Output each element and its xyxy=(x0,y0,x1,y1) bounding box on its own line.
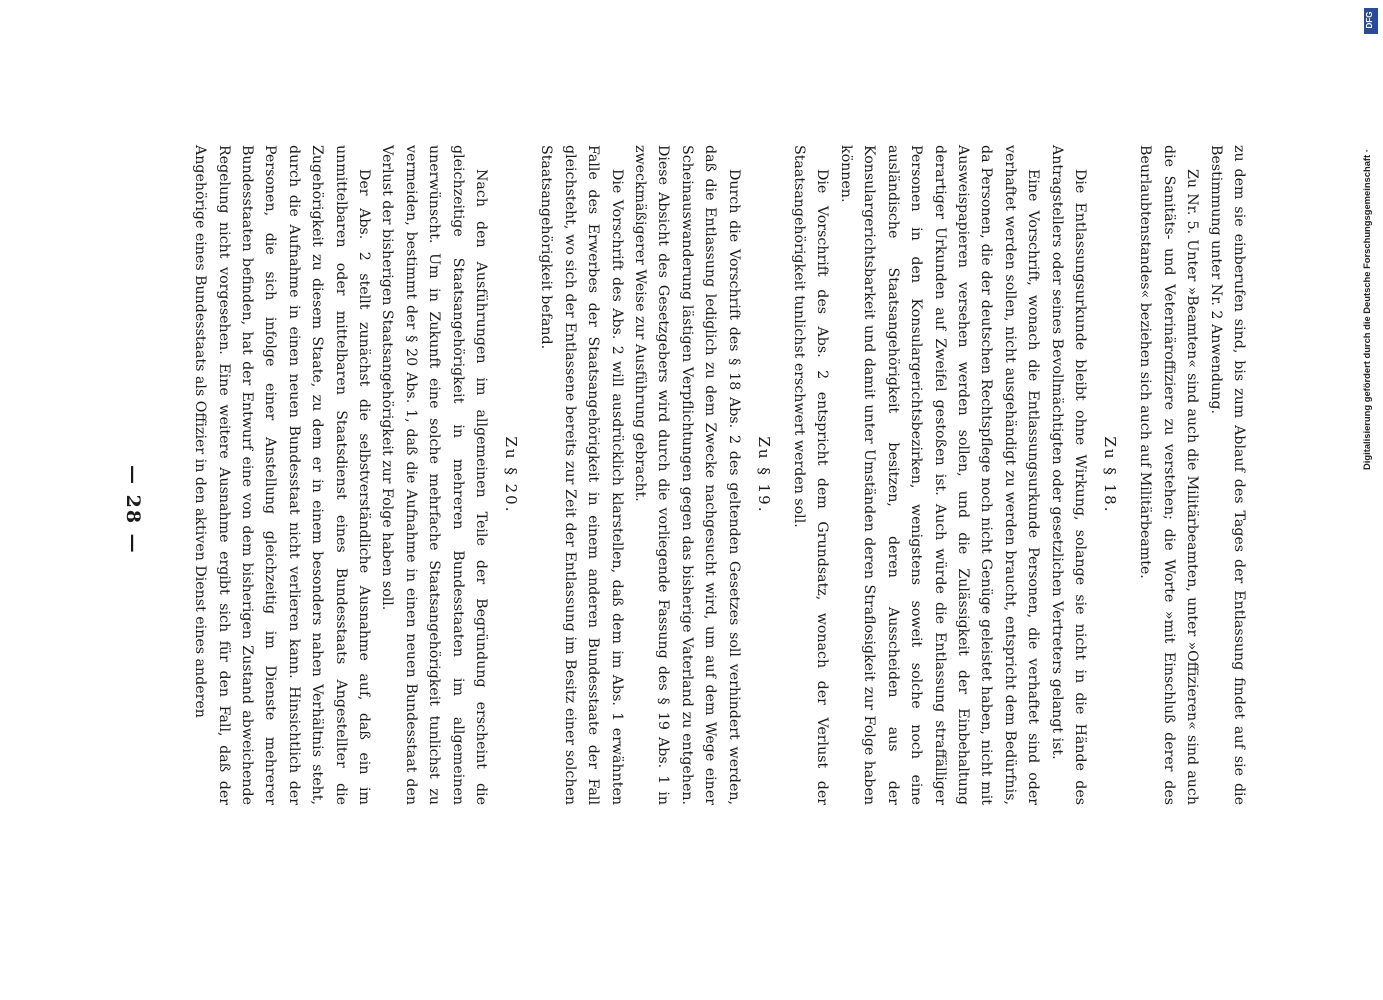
digitization-note xyxy=(1361,40,1379,470)
section-20-heading: Zu § 20. xyxy=(502,436,521,514)
s20-paragraph-1: Nach den Ausführungen im allgemeinen Teile der Begründung erscheint die gleichzeitige Staatsangehörigkeit in mehreren Bundesstaaten im allgemeinen unerwünscht. Um in Zukunft eine solche mehrfache Staatsangehörigkeit tunlichst zu vermeiden, bestimmt der § 20 Abs. 1, daß die Aufnahme in einen neuen Bundesstaat den Verlust der bisherigen Staatsangehörigkeit zur Folge haben soll. xyxy=(379,145,490,805)
s18-paragraph-1: Die Entlassungsurkunde bleibt ohne Wirkung, solange sie nicht in die Hände des Antragstellers oder seines Bevollmächtigten oder gesetzlichen Vertreters gelangt ist. xyxy=(1048,145,1088,805)
s18-paragraph-3: Die Vorschrift des Abs. 2 entspricht dem Grundsatz, wonach der Verlust der Staatsangehörigkeit tunlichst erschwert werden soll. xyxy=(791,145,831,805)
s19-paragraph-1: Durch die Vorschrift des § 18 Abs. 2 des geltenden Gesetzes soll verhindert werden, daß die Entlassung lediglich zu dem Zwecke nachgesucht wird, um auf dem Wege einer Scheinauswanderung lästigen Verpflichtungen gegen das bisherige Vaterland zu entgehen. Diese Absicht des Gesetzgebers wird durch die vorliegende Fassung des § 19 Abs. 1 in zweckmäßigerer Weise zur Ausführung gebracht. xyxy=(632,145,742,805)
text-column xyxy=(170,145,1250,805)
rotated-page xyxy=(170,145,1250,845)
intro-paragraph-2: Zu Nr. 5. Unter »Beamten« sind auch die Militärbeamten, unter »Offizieren« sind auch die Sanitäts- und Veterinäroffiziere zu verstehen; die Worte »mit Einschluß derer des Beurlaubtenstandes« beziehen sich auch auf Militärbeamte. xyxy=(1137,145,1201,805)
s18-paragraph-2: Eine Vorschrift, wonach die Entlassungsurkunde Personen, die verhaftet sind oder verhaftet werden sollen, nicht ausgehändigt zu werden braucht, entspricht dem Bedürfnis, da Personen, die der deutschen Rechtspflege noch nicht Genüge geleistet haben, nicht mit Ausweispapieren versehen werden sollen, und die Zulässigkeit der Einbehaltung derartiger Urkunden auf Zweifel gestoßen ist. Auch würde die Entlassung straffälliger Personen in den Konsulargerichtsbezirken, wenigstens soweit solche noch eine ausländische Staatsangehörigkeit besitzen, deren Ausscheiden aus der Konsulargerichtsbarkeit und damit unter Umständen deren Straflosigkeit zur Folge haben können. xyxy=(837,145,1042,805)
dfg-logo-text: DFG xyxy=(1365,11,1374,29)
s19-paragraph-2: Die Vorschrift des Abs. 2 will ausdrücklich klarstellen, daß dem im Abs. 1 erwähnten Falle des Erwerbes der Staatsangehörigkeit in einem anderen Bundesstaate der Fall gleichsteht, wo sich der Entlassene bereits zur Zeit der Entlassung im Besitz einer solchen Staatsangehörigkeit befand. xyxy=(538,145,625,805)
page-number: — 28 — xyxy=(122,465,144,555)
section-18-heading: Zu § 18. xyxy=(1100,436,1119,514)
page-content xyxy=(170,145,1250,845)
page-number-wrap xyxy=(118,465,148,555)
intro-paragraph-1: zu dem sie einberufen sind, bis zum Ablauf des Tages der Entlassung findet auf sie die Bestimmung unter Nr. 2 Anwendung. xyxy=(1207,145,1247,805)
digitization-note-text: Digitalisierung gefördert durch die Deutsche Forschungsgemeinschaft · xyxy=(1361,149,1372,470)
s20-paragraph-2: Der Abs. 2 stellt zunächst die selbstverständliche Ausnahme auf, daß ein im unmittelbaren oder mittelbaren Staatsdienst eines Bundesstaats Angestellter die Zugehörigkeit zu diesem Staate, zu dem er in einem besonders nahen Verhältnis steht, durch die Aufnahme in einen neuen Bundesstaat nicht verlieren kann. Hinsichtlich der Personen, die sich infolge einer Anstellung gleichzeitig im Dienste mehrerer Bundesstaaten befinden, hat der Entwurf eine von dem bisherigen Zustand abweichende Regelung nicht vorgesehen. Eine weitere Ausnahme ergibt sich für den Fall, daß der Angehörige eines Bundesstaats als Offizier in den aktiven Dienst eines anderen xyxy=(192,145,372,805)
section-19-heading: Zu § 19. xyxy=(754,436,773,514)
dfg-logo-badge xyxy=(1364,8,1378,34)
